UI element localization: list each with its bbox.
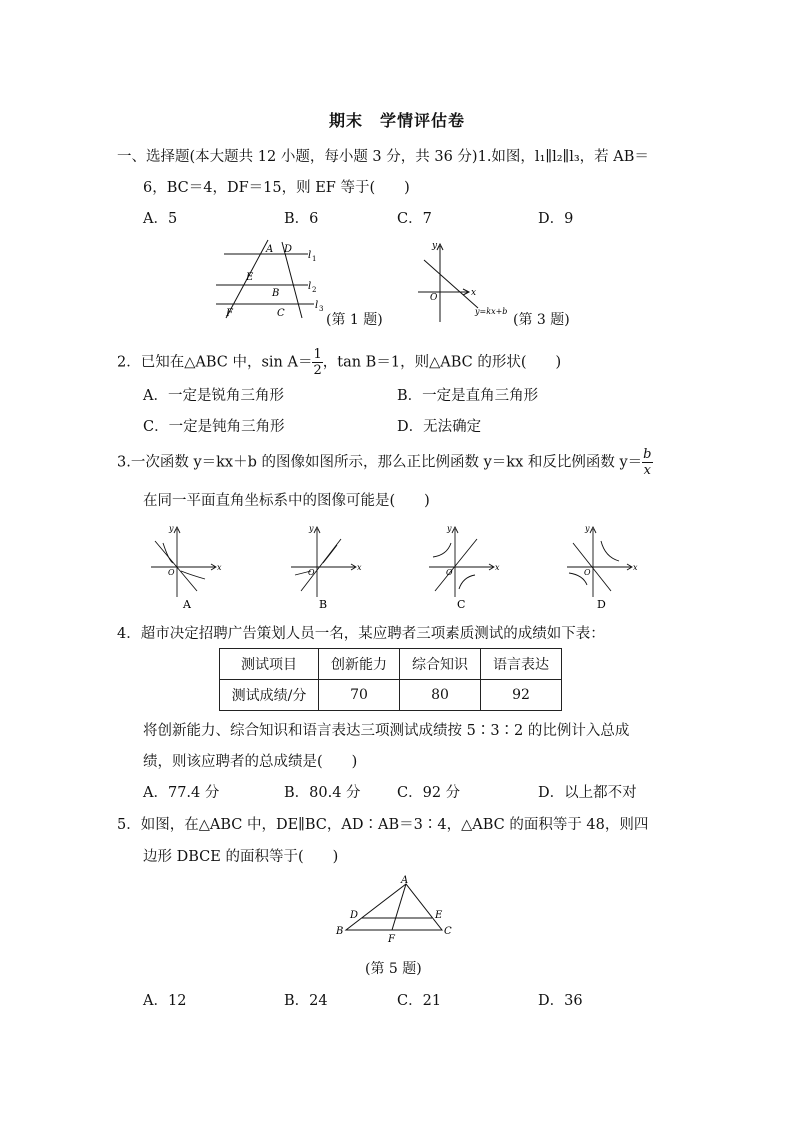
fig5-label-e: E <box>435 910 443 921</box>
q3-graph-b-label: B <box>319 598 328 611</box>
fig3-y-label: y <box>432 241 438 251</box>
fig1-label-c: C <box>277 308 285 319</box>
q2-stem-suffix: ，tan B＝1，则△ABC 的形状( ) <box>322 354 562 371</box>
q1-stem-line2: 6，BC＝4，DF＝15，则 EF 等于( ) <box>143 180 410 196</box>
q5-option-d[interactable]: D．36 <box>538 993 583 1009</box>
q3-frac-denominator: x <box>643 463 651 478</box>
table-row <box>220 649 562 680</box>
q3a-y: y <box>169 524 174 533</box>
q5-stem-line1: 5．如图，在△ABC 中，DE∥BC，AD∶AB＝3∶4，△ABC 的面积等于 48，则四 <box>117 817 649 833</box>
figure-q3-linear-function <box>412 238 520 323</box>
q3-graph-b[interactable] <box>291 527 356 597</box>
section-header-q1: 一、选择题(本大题共 12 小题，每小题 3 分，共 36 分)1.如图，l₁∥l₂∥l₃，若 AB＝ <box>117 149 649 165</box>
q4-option-c[interactable]: C．92 分 <box>397 785 461 801</box>
q3c-x: x <box>495 563 500 572</box>
table-header-cell: 综合知识 <box>400 649 481 680</box>
table-header-cell: 语言表达 <box>481 649 562 680</box>
fig1-sub-3: 3 <box>319 305 324 313</box>
table-cell: 70 <box>319 680 400 711</box>
q2-option-c[interactable]: C．一定是钝角三角形 <box>143 419 285 435</box>
q3c-o: O <box>446 568 453 577</box>
q4-stem-line3: 绩，则该应聘者的总成绩是( ) <box>143 754 358 770</box>
q1-option-b[interactable]: B．6 <box>284 211 319 227</box>
q3d-y: y <box>585 524 590 533</box>
fig1-caption: (第 1 题) <box>326 312 383 328</box>
q4-stem-line2: 将创新能力、综合知识和语言表达三项测试成绩按 5∶3∶2 的比例计入总成 <box>143 723 630 739</box>
fig3-origin-label: O <box>430 293 438 303</box>
fig1-label-e: E <box>246 272 254 283</box>
fig1-label-f: F <box>226 308 233 319</box>
q3b-x: x <box>357 563 362 572</box>
q5-option-c[interactable]: C．21 <box>397 993 442 1009</box>
q2-fraction <box>312 347 322 378</box>
q3-graph-c-label: C <box>457 598 466 611</box>
q3c-y: y <box>447 524 452 533</box>
q4-option-b[interactable]: B．80.4 分 <box>284 785 361 801</box>
q1-option-a[interactable]: A．5 <box>143 211 178 227</box>
fig5-label-a: A <box>401 875 409 886</box>
q3b-o: O <box>308 568 315 577</box>
fig1-sub-2: 2 <box>312 286 317 294</box>
q2-option-a[interactable]: A．一定是锐角三角形 <box>143 388 284 404</box>
q3-stem-text: 3.一次函数 y＝kx＋b 的图像如图所示，那么正比例函数 y＝kx 和反比例函数 y＝ <box>117 454 643 471</box>
q2-stem <box>117 347 561 378</box>
fig5-label-d: D <box>350 910 359 921</box>
q3d-x: x <box>633 563 638 572</box>
fig1-label-l2: l <box>308 281 312 292</box>
figure-q1-parallel-lines <box>210 238 330 323</box>
q2-option-d[interactable]: D．无法确定 <box>397 419 482 435</box>
q3a-x: x <box>217 563 222 572</box>
q3-frac-numerator: b <box>643 447 652 462</box>
q4-option-d[interactable]: D．以上都不对 <box>538 785 637 801</box>
fig3-x-label: x <box>471 288 477 298</box>
fig3-line-label: y=kx+b <box>475 307 508 316</box>
fig5-caption: (第 5 题) <box>365 961 422 977</box>
fig1-label-l1: l <box>308 250 312 261</box>
table-row <box>220 680 562 711</box>
q1-option-d[interactable]: D．9 <box>538 211 574 227</box>
table-cell: 80 <box>400 680 481 711</box>
q3-fraction <box>642 447 652 478</box>
fig1-label-d: D <box>284 244 293 255</box>
q3a-o: O <box>168 568 175 577</box>
table-cell: 测试成绩/分 <box>220 680 319 711</box>
q2-stem-prefix: 2．已知在△ABC 中，sin A＝ <box>117 354 313 371</box>
q3d-o: O <box>584 568 591 577</box>
q2-frac-denominator: 2 <box>313 363 322 378</box>
q3b-y: y <box>309 524 314 533</box>
q2-frac-numerator: 1 <box>313 347 322 362</box>
q5-option-b[interactable]: B．24 <box>284 993 328 1009</box>
table-cell: 92 <box>481 680 562 711</box>
fig5-label-c: C <box>444 926 452 937</box>
q3-graph-c[interactable] <box>429 527 494 597</box>
q2-option-b[interactable]: B．一定是直角三角形 <box>397 388 539 404</box>
table-header-cell: 测试项目 <box>220 649 319 680</box>
fig5-label-f: F <box>388 934 395 944</box>
figure-q5-triangle <box>330 872 460 944</box>
q3-graph-a-label: A <box>183 598 191 611</box>
q1-option-c[interactable]: C．7 <box>397 211 432 227</box>
q3-graph-d-label: D <box>597 598 606 611</box>
q3-graph-d[interactable] <box>567 527 632 597</box>
q3-stem-line1 <box>117 447 653 478</box>
q5-stem-line2: 边形 DBCE 的面积等于( ) <box>143 849 339 865</box>
fig1-label-b: B <box>272 288 280 299</box>
q3-answer-graphs <box>145 523 645 611</box>
fig1-label-l3: l <box>315 300 319 311</box>
page-title: 期末 学情评估卷 <box>328 111 465 130</box>
fig1-label-a: A <box>266 244 274 255</box>
q4-option-a[interactable]: A．77.4 分 <box>143 785 220 801</box>
fig3-caption: (第 3 题) <box>513 312 570 328</box>
q4-stem-line1: 4．超市决定招聘广告策划人员一名，某应聘者三项素质测试的成绩如下表： <box>117 626 605 642</box>
q4-score-table <box>219 648 562 711</box>
table-header-cell: 创新能力 <box>319 649 400 680</box>
q3-stem-line2: 在同一平面直角坐标系中的图像可能是( ) <box>143 493 430 509</box>
q3-graph-a[interactable] <box>151 527 216 597</box>
fig1-sub-1: 1 <box>312 255 317 263</box>
fig5-label-b: B <box>336 926 344 937</box>
q5-option-a[interactable]: A．12 <box>143 993 187 1009</box>
